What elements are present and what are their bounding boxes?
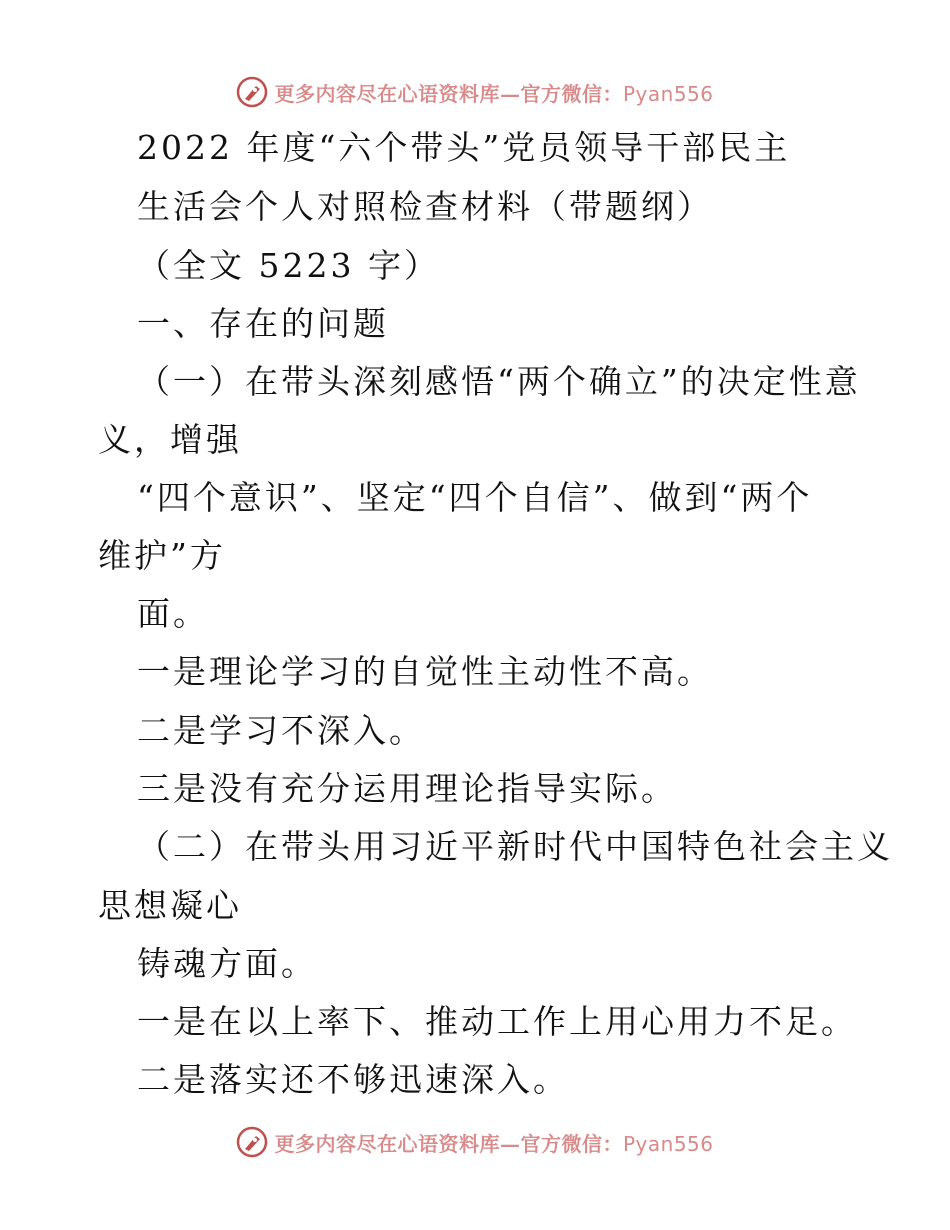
list-item: 二是学习不深入。: [137, 711, 425, 750]
header-watermark-banner: [0, 72, 950, 112]
list-item: 一是在以上率下、推动工作上用心用力不足。: [137, 1002, 857, 1041]
section-heading: 一、存在的问题: [137, 304, 389, 343]
paragraph-line: 铸魂方面。: [137, 944, 317, 983]
list-item: 二是落实还不够迅速深入。: [137, 1060, 569, 1099]
paragraph-line: “四个意识”、坚定“四个自信”、做到“两个: [137, 478, 813, 517]
pen-nib-seal-icon: [236, 76, 268, 108]
watermark-text: 更多内容尽在心语资料库—官方微信：Pyan556: [274, 1131, 714, 1156]
paragraph-line: 维护”方: [98, 536, 226, 575]
document-title-line-2: 生活会个人对照检查材料（带题纲）: [137, 187, 713, 226]
subsection-heading-1: （一）在带头深刻感悟“两个确立”的决定性意: [137, 362, 861, 401]
subsection-heading-2: （二）在带头用习近平新时代中国特色社会主义: [137, 827, 893, 866]
word-count-note: （全文 5223 字）: [137, 246, 440, 285]
list-item: 一是理论学习的自觉性主动性不高。: [137, 652, 713, 691]
list-item: 三是没有充分运用理论指导实际。: [137, 769, 677, 808]
paragraph-line: 思想凝心: [98, 886, 242, 925]
pen-nib-seal-icon: [236, 1126, 268, 1158]
footer-watermark-banner: [0, 1122, 950, 1162]
paragraph-line: 义，增强: [98, 420, 242, 459]
document-title-line-1: 2022 年度“六个带头”党员领导干部民主: [137, 128, 791, 167]
paragraph-line: 面。: [137, 594, 209, 633]
watermark-text: 更多内容尽在心语资料库—官方微信：Pyan556: [274, 81, 714, 106]
